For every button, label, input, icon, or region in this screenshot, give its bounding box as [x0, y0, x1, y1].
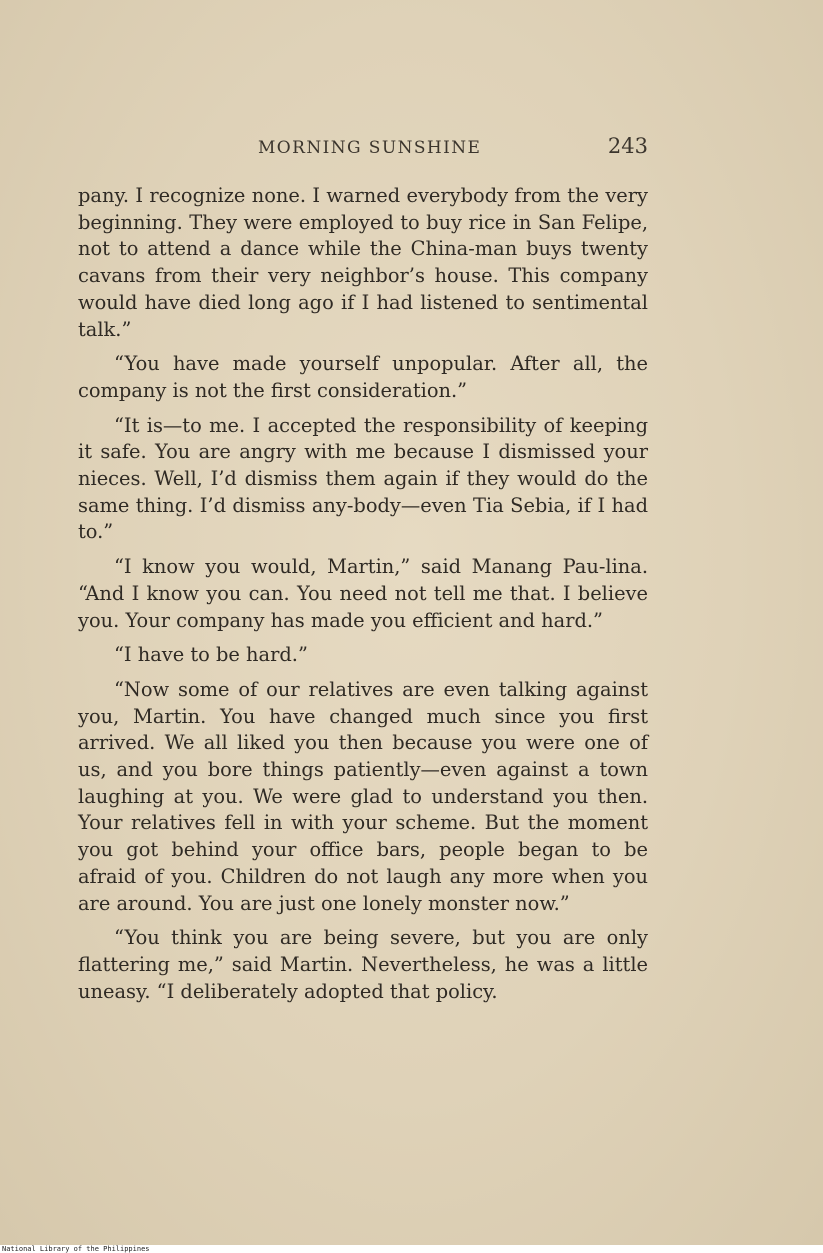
paragraph: “I know you would, Martin,” said Manang Pau-lina. “And I know you can. You need not tell me that. I believe you. Your company has made you efficient and hard.”: [78, 555, 648, 632]
paragraph: “You think you are being severe, but you are only flattering me,” said Martin. Nevertheless, he was a little uneasy. “I deliberately adopted that policy.: [78, 926, 648, 1003]
paragraph: “Now some of our relatives are even talking against you, Martin. You have changed much since you first arrived. We all liked you then because you were one of us, and you bore things patiently—even against a town laughing at you. We were glad to understand you then. Your relatives fell in with your scheme. But the moment you got behind your office bars, people began to be afraid of you. Children do not laugh any more when you are around. You are just one lonely monster now.”: [78, 677, 648, 915]
paragraph: “I have to be hard.”: [114, 643, 308, 667]
scan-credit: National Library of the Philippines: [2, 1245, 150, 1253]
page-header: [78, 134, 648, 162]
running-head: MORNING SUNSHINE: [258, 138, 482, 158]
paragraph-continued: pany. I recognize none. I warned everybody from the very beginning. They were employed to buy rice in San Felipe, not to attend a dance while the China-man buys twenty cavans from their very neighbor’s house. This company would have died long ago if I had listened to sentimental talk.”: [78, 184, 648, 341]
body-text: [78, 183, 648, 1013]
page-number: 243: [607, 134, 648, 158]
paragraph: “You have made yourself unpopular. After all, the company is not the first consideration.”: [78, 352, 648, 402]
paragraph: “It is—to me. I accepted the responsibility of keeping it safe. You are angry with me because I dismissed your nieces. Well, I’d dismiss them again if they would do the same thing. I’d dismiss any-body—even Tia Sebia, if I had to.”: [78, 413, 648, 544]
